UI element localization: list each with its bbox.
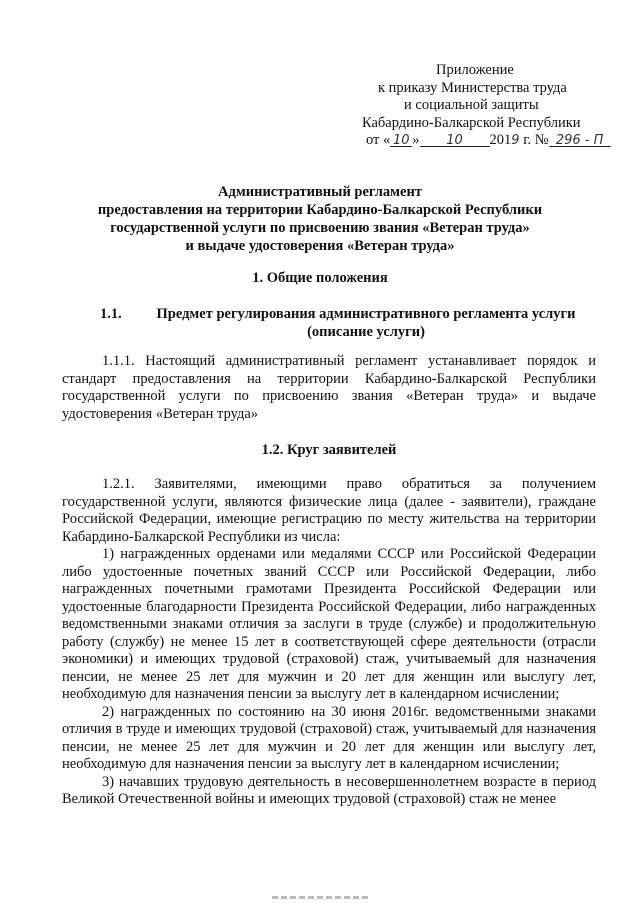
section-1-1-heading (100, 305, 580, 341)
paragraph-1-1-1-text: 1.1.1. Настоящий административный регламент устанавливает порядок и стандарт предоставления на территории Кабардино-Балкарской Республики государственной услуги по присвоению звания «Ветеран труда» и выдаче удостоверения «Ветеран труда» (62, 353, 596, 422)
annex-date-prefix: от « (366, 132, 391, 148)
section-1-1-line-1: Предмет регулирования административного регламента услуги (156, 306, 576, 322)
annex-year-digit: 9 (511, 133, 520, 148)
title-line-4: и выдаче удостоверения «Ветеран труда» (185, 238, 455, 254)
annex-number: 296 - П (555, 133, 604, 148)
title-line-2: предоставления на территории Кабардино-Балкарской Республики (97, 202, 543, 218)
annex-date-mid: » (412, 132, 420, 148)
annex-day: 10 (393, 133, 410, 148)
list-item-2: 2) награжденных по состоянию на 30 июня 2016г. ведомственными знаками отличия в труде и имеющих трудовой (страховой) стаж, учитываемый для назначения пенсии, не менее 25 лет для мужчин и 20 лет для женщин или выслугу лет, необходимую для назначения пенсии за выслугу лет в календарном исчислении; (62, 703, 596, 772)
annex-date-line (358, 132, 618, 150)
paragraph-1-2-1-text: 1.2.1. Заявителями, имеющими право обратиться за получением государственной услуги, являются физические лица (далее - заявители), граждане Российской Федерации, имеющие регистрацию по месту жительства на территории Кабардино-Балкарской Республики из числа: (62, 476, 596, 545)
title-line-3: государственной услуги по присвоению звания «Ветеран труда» (110, 220, 530, 236)
section-1-1-line-2: (описание услуги) (307, 324, 425, 340)
annex-line-2: к приказу Министерства труда (378, 79, 567, 96)
annex-year-prefix: 201 (489, 132, 512, 148)
document-title (80, 183, 560, 255)
section-1-heading: 1. Общие положения (252, 270, 388, 286)
section-1-1-number: 1.1. (100, 306, 122, 322)
footer-mark (272, 896, 368, 899)
list-item-1: 1) награжденных орденами или медалями СССР или Российской Федерации либо удостоенные почетных званий СССР или Российской Федерации, либо награжденных почетными грамотами Президента Российской Федерации или удостоенные благодарности Президента Российской Федерации, либо награжденных ведомственными знаками отличия за заслуги в труде (службе) и продолжительную работу (службу) не менее 15 лет в соответствующей сфере деятельности (отрасли экономики) и имеющих трудовой (страховой) стаж, учитываемый для назначения пенсии, не менее 25 лет для мужчин и 20 лет для женщин или выслугу лет, необходимую для назначения пенсии за выслугу лет в календарном исчислении; (62, 546, 596, 702)
annex-block (358, 62, 618, 150)
annex-month: 10 (446, 133, 463, 148)
section-1-2-heading: 1.2. Круг заявителей (261, 442, 397, 458)
annex-title: Приложение (436, 62, 514, 78)
annex-year-suffix: г. № (519, 132, 549, 148)
annex-line-3: и социальной защиты (404, 97, 539, 113)
annex-line-4: Кабардино-Балкарской Республики (362, 114, 581, 131)
paragraph-1-2-1 (62, 476, 596, 809)
paragraph-1-1-1 (62, 353, 596, 423)
list-item-3: 3) начавших трудовую деятельность в несовершеннолетнем возрасте в период Великой Отечественной войны и имеющих трудовой (страховой) стаж не менее (62, 773, 596, 807)
title-line-1: Административный регламент (218, 184, 422, 200)
